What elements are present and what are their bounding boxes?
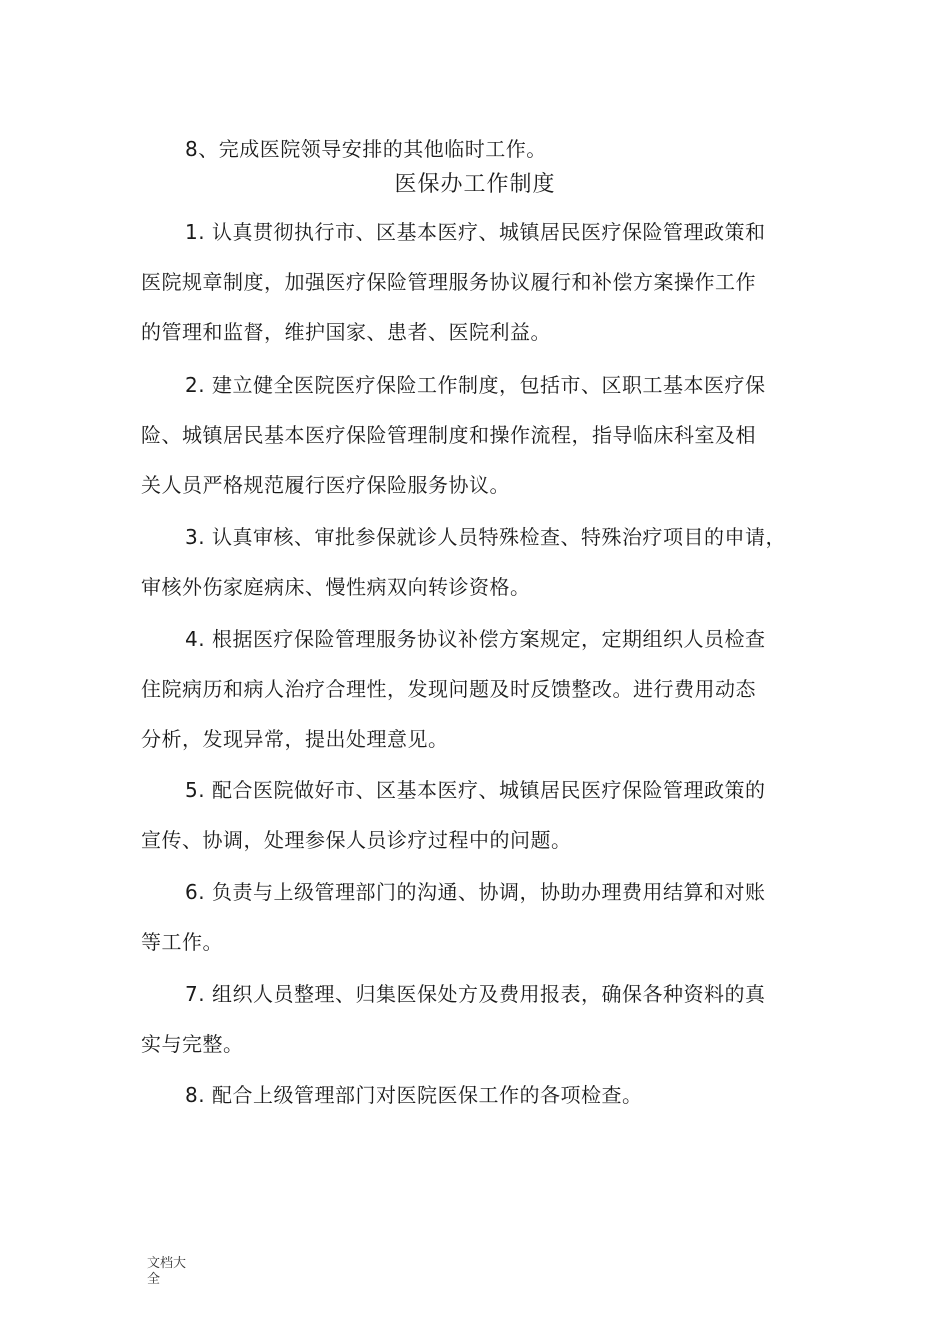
paragraph-line: 医院规章制度，加强医疗保险管理服务协议履行和补偿方案操作工作	[141, 270, 756, 294]
paragraph-line: 4. 根据医疗保险管理服务协议补偿方案规定，定期组织人员检查	[185, 627, 766, 651]
paragraph-line: 险、城镇居民基本医疗保险管理制度和操作流程，指导临床科室及相	[141, 423, 756, 447]
paragraph-line: 6. 负责与上级管理部门的沟通、协调，协助办理费用结算和对账	[185, 880, 766, 904]
paragraph-line: 住院病历和病人治疗合理性，发现问题及时反馈整改。进行费用动态	[141, 677, 756, 701]
footer-label: 文档大全	[147, 1256, 187, 1287]
paragraph-line: 审核外伤家庭病床、慢性病双向转诊资格。	[141, 575, 531, 599]
intro-line: 8、完成医院领导安排的其他临时工作。	[185, 137, 547, 161]
paragraph-line: 关人员严格规范履行医疗保险服务协议。	[141, 473, 510, 497]
paragraph-line: 1. 认真贯彻执行市、区基本医疗、城镇居民医疗保险管理政策和	[185, 220, 766, 244]
paragraph-line: 7. 组织人员整理、归集医保处方及费用报表，确保各种资料的真	[185, 982, 766, 1006]
paragraph-line: 3. 认真审核、审批参保就诊人员特殊检查、特殊治疗项目的申请，	[185, 525, 786, 549]
paragraph-line: 实与完整。	[141, 1032, 244, 1056]
paragraph-line: 5. 配合医院做好市、区基本医疗、城镇居民医疗保险管理政策的	[185, 778, 766, 802]
paragraph-line: 宣传、协调，处理参保人员诊疗过程中的问题。	[141, 828, 572, 852]
paragraph-line: 分析，发现异常，提出处理意见。	[141, 727, 449, 751]
paragraph-line: 2. 建立健全医院医疗保险工作制度，包括市、区职工基本医疗保	[185, 373, 766, 397]
paragraph-line: 等工作。	[141, 930, 223, 954]
paragraph-line: 8. 配合上级管理部门对医院医保工作的各项检查。	[185, 1083, 643, 1107]
paragraph-line: 的管理和监督，维护国家、患者、医院利益。	[141, 320, 551, 344]
page-title: 医保办工作制度	[394, 172, 556, 197]
